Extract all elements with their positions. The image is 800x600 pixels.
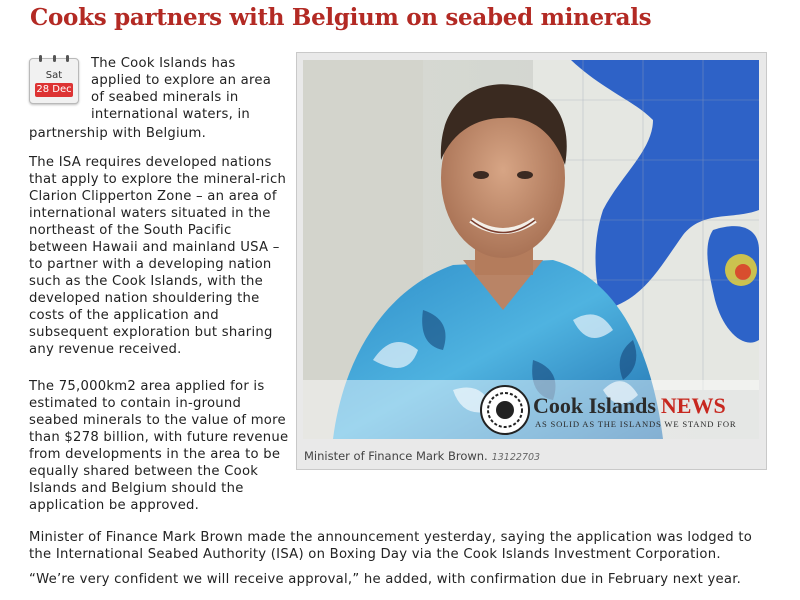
photo-id: 13122703 [491,452,541,463]
body-paragraph-quote: “We’re very confident we will receive approval,” he added, with confirmation due in February next year. [29,572,742,587]
calendar-icon [29,58,79,104]
article-figure [296,52,767,470]
calendar-date: 28 Dec [36,84,72,95]
lede-paragraph: The Cook Islands has applied to explore an area of seabed minerals in international waters, in [91,56,272,122]
svg-text:Cook IslandsNEWS [533,393,726,418]
logo-name: Cook Islands [533,393,656,418]
body-paragraph-area: The 75,000km2 area applied for is estimated to contain in-ground seabed minerals to the value of more than $278 billion, with future revenue from developments in the area to be equally shared between the Cook Islands and Belgium should the application be approved. [29,379,289,513]
photo-illustration [303,60,759,439]
newspaper-logo [481,386,736,434]
logo-news: NEWS [660,393,726,418]
lede-paragraph-continued: partnership with Belgium. [29,126,207,141]
calendar-day: Sat [45,70,63,81]
figure-caption [304,449,540,463]
calendar-rings [39,55,69,61]
body-paragraph-announcement: Minister of Finance Mark Brown made the announcement yesterday, saying the application was lodged to the International Seabed Authority (ISA) on Boxing Day via the Cook Islands Investment Corporation. [29,530,753,562]
body-paragraph-isa: The ISA requires developed nations that apply to explore the mineral-rich Clarion Clipperton Zone – an area of international waters situated in the northeast of the South Pacific between Hawaii and mainland USA – to partner with a developing nation such as the Cook Islands, with the developed nation shouldering the costs of the application and subsequent exploration but sharing any revenue received. [29,155,287,357]
logo-tagline: AS SOLID AS THE ISLANDS WE STAND FOR [535,419,737,429]
article-headline[interactable]: Cooks partners with Belgium on seabed minerals [30,4,652,31]
caption-text: Minister of Finance Mark Brown. [304,449,488,463]
minister-photo[interactable] [303,60,759,439]
